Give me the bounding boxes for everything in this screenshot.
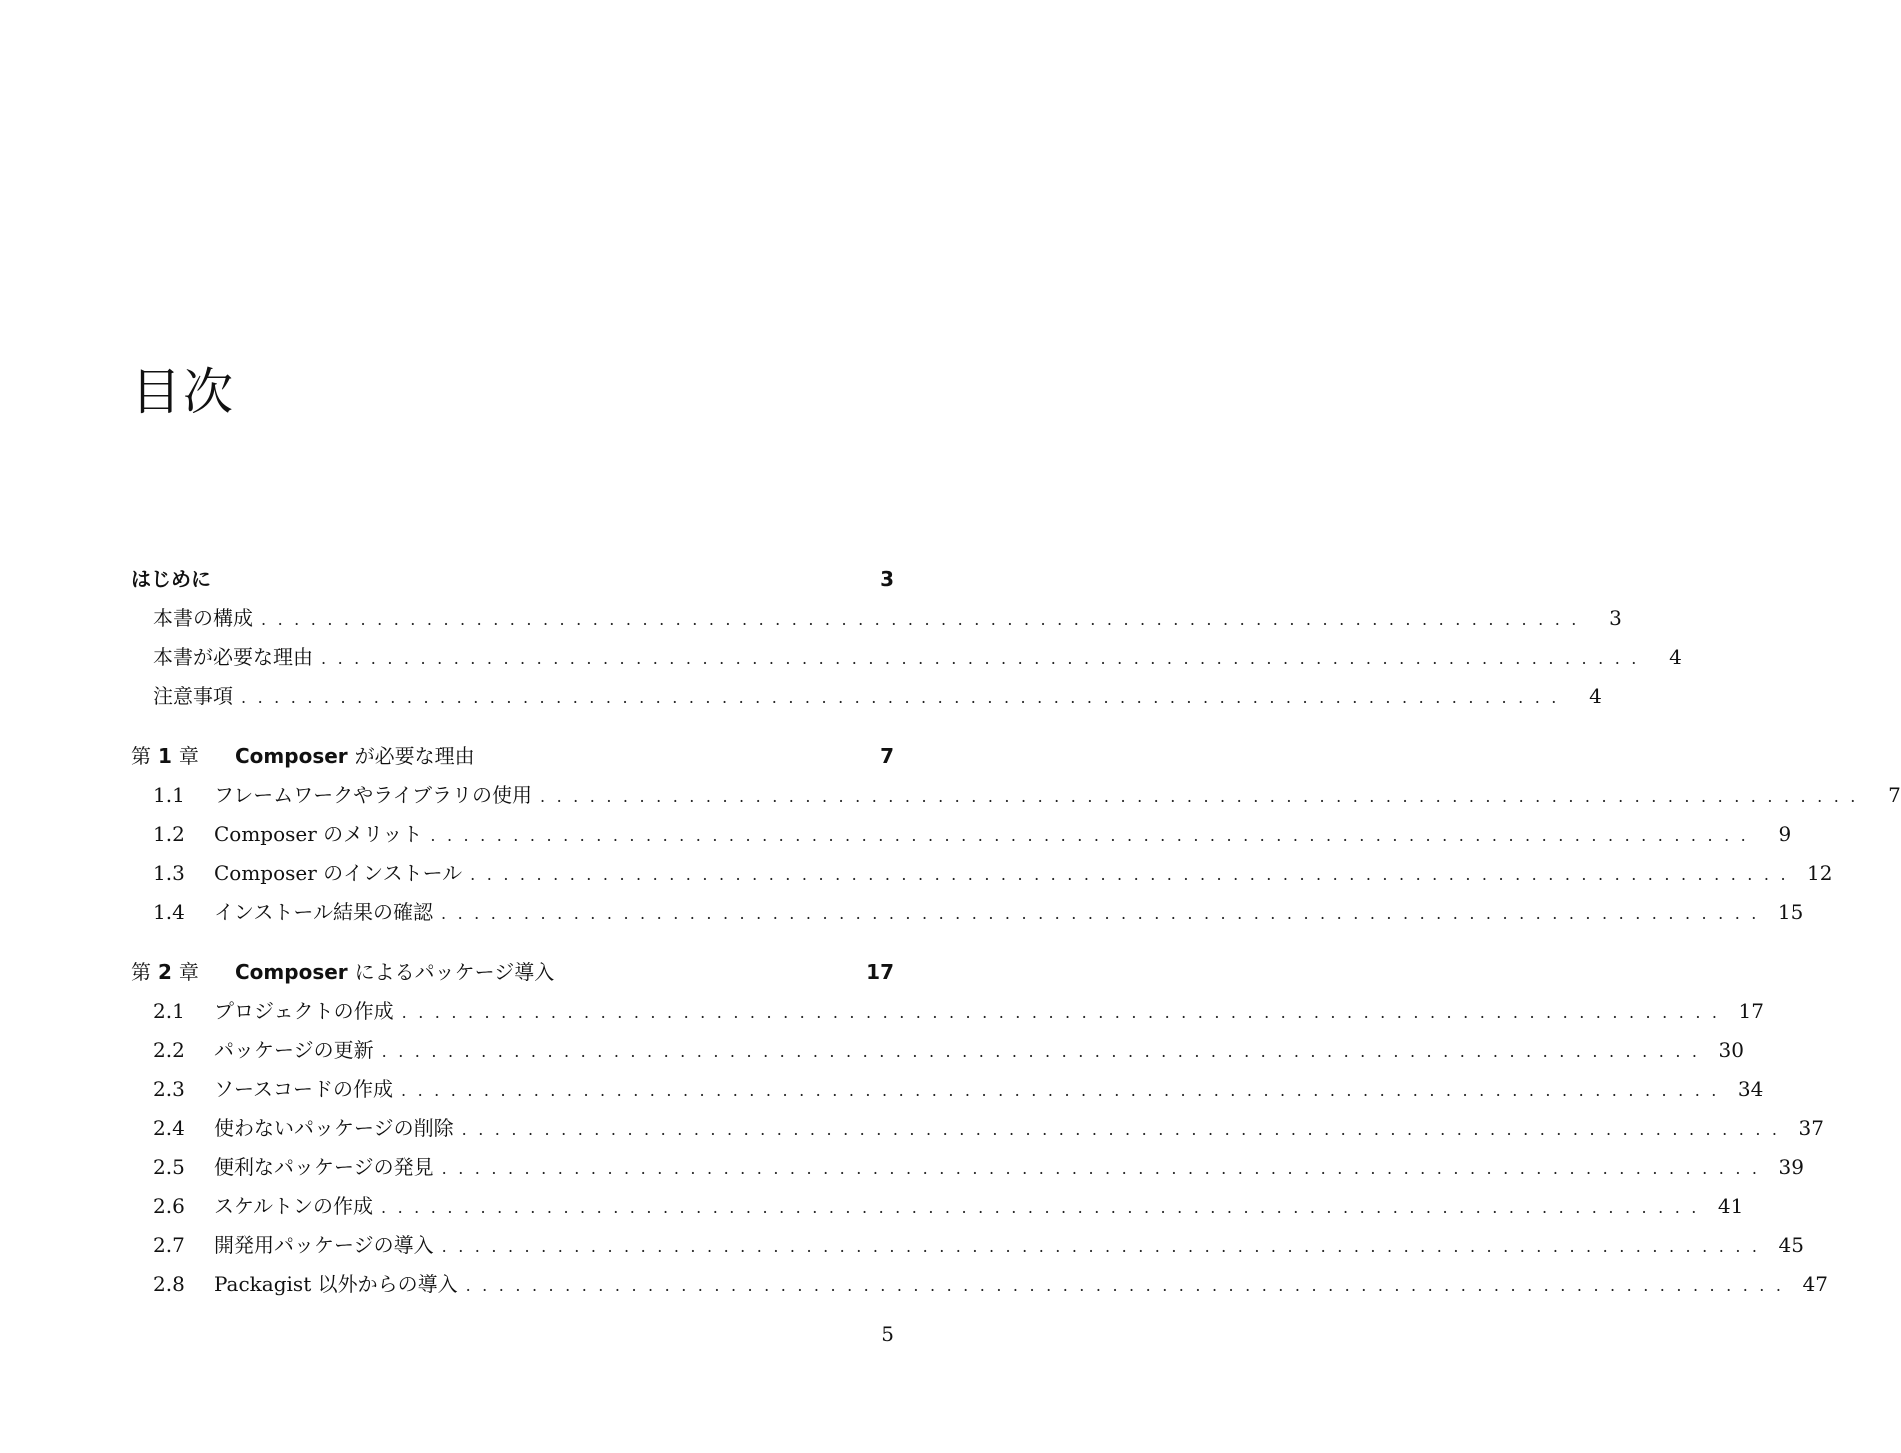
page-number: 47 [1802, 1272, 1828, 1296]
toc-entry[interactable] [131, 854, 1833, 893]
entry-number: 2.4 [153, 1116, 185, 1140]
chapter-2-section [131, 953, 1828, 1304]
toc-entry[interactable] [131, 815, 1792, 854]
page-number: 37 [1798, 1116, 1824, 1140]
page-number: 3 [880, 567, 894, 591]
dot-leader: ................................................................................ [470, 865, 1798, 884]
toc-entry[interactable] [131, 1226, 1804, 1265]
entry-label: 注意事項 [153, 684, 233, 708]
entry-label: インストール結果の確認 [214, 900, 433, 924]
dot-leader: ................................................................................ [441, 1159, 1769, 1178]
dot-leader: ................................................................................ [441, 904, 1768, 923]
entry-label: パッケージの更新 [214, 1038, 374, 1062]
entry-number: 1.1 [153, 783, 185, 807]
page-number: 45 [1778, 1233, 1804, 1257]
toc-entry[interactable] [131, 677, 1602, 716]
dot-leader: ................................................................................ [465, 1276, 1793, 1295]
toc-chapter-1[interactable] [131, 737, 894, 776]
page-number: 30 [1718, 1038, 1744, 1062]
toc-entry[interactable] [131, 1265, 1828, 1304]
page-title: 目次 [131, 363, 235, 421]
page-number: 17 [866, 960, 894, 984]
entry-number: 1.4 [153, 900, 185, 924]
toc-entry[interactable] [131, 776, 1901, 815]
dot-leader: ................................................................................ [321, 649, 1648, 668]
entry-number: 2.8 [153, 1272, 185, 1296]
entry-label: フレームワークやライブラリの使用 [214, 783, 532, 807]
toc-entry[interactable] [131, 893, 1804, 932]
page-number: 3 [1609, 606, 1622, 630]
entry-number: 2.7 [153, 1233, 185, 1257]
entry-label: スケルトンの作成 [214, 1194, 373, 1218]
entry-number: 2.1 [153, 999, 185, 1023]
toc-entry[interactable] [131, 1109, 1824, 1148]
chapter-title: Composer が必要な理由 [235, 744, 475, 768]
dot-leader: ................................................................................ [261, 610, 1588, 629]
entry-label: 使わないパッケージの削除 [214, 1116, 454, 1140]
chapter-1-section [131, 737, 1901, 932]
chapter-label: 第 1 章 [131, 744, 199, 768]
page-number: 15 [1777, 900, 1804, 924]
entry-label: Packagist 以外からの導入 [214, 1272, 458, 1296]
dot-leader: ................................................................................ [461, 1120, 1789, 1139]
page-number: 7 [880, 744, 894, 768]
toc-entry[interactable] [131, 1187, 1744, 1226]
entry-number: 2.3 [153, 1077, 185, 1101]
entry-label: 開発用パッケージの導入 [214, 1233, 434, 1257]
page-number: 39 [1778, 1155, 1804, 1179]
page-number: 7 [1888, 783, 1901, 807]
footer-page-number: 5 [881, 1322, 894, 1346]
entry-number: 2.5 [153, 1155, 185, 1179]
intro-section [131, 560, 1682, 716]
entry-number: 2.2 [153, 1038, 185, 1062]
entry-label: Composer のインストール [214, 861, 463, 885]
toc-entry[interactable] [131, 599, 1622, 638]
toc-entry[interactable] [131, 1148, 1804, 1187]
dot-leader: ................................................................................ [430, 826, 1758, 845]
dot-leader: ................................................................................ [241, 688, 1568, 707]
toc-heading-intro[interactable] [131, 560, 894, 599]
dot-leader: ................................................................................ [401, 1003, 1729, 1022]
toc-entry[interactable] [131, 1031, 1744, 1070]
dot-leader: ................................................................................ [540, 787, 1867, 806]
dot-leader: ................................................................................ [381, 1198, 1708, 1217]
toc-entry[interactable] [131, 638, 1682, 677]
toc-entry[interactable] [131, 1070, 1764, 1109]
entry-label: 便利なパッケージの発見 [214, 1155, 434, 1179]
dot-leader: ................................................................................ [401, 1081, 1728, 1100]
chapter-label: 第 2 章 [131, 960, 199, 984]
page-number: 34 [1737, 1077, 1764, 1101]
entry-number: 2.6 [153, 1194, 185, 1218]
page-number: 12 [1807, 861, 1833, 885]
entry-label: 本書が必要な理由 [153, 645, 313, 669]
page-number: 17 [1738, 999, 1764, 1023]
entry-label: プロジェクトの作成 [214, 999, 394, 1023]
dot-leader: ................................................................................ [381, 1042, 1709, 1061]
dot-leader: ................................................................................ [441, 1237, 1769, 1256]
toc-chapter-2[interactable] [131, 953, 894, 992]
chapter-title: Composer によるパッケージ導入 [235, 960, 555, 984]
page-number: 4 [1669, 645, 1682, 669]
page-number: 41 [1717, 1194, 1744, 1218]
entry-number: 1.3 [153, 861, 185, 885]
section-title: はじめに [131, 567, 211, 591]
entry-label: Composer のメリット [214, 822, 423, 846]
entry-label: ソースコードの作成 [214, 1077, 393, 1101]
table-of-contents [131, 560, 1901, 1325]
page-number: 4 [1589, 684, 1602, 708]
entry-label: 本書の構成 [153, 606, 253, 630]
toc-entry[interactable] [131, 992, 1764, 1031]
entry-number: 1.2 [153, 822, 185, 846]
page-number: 9 [1778, 822, 1792, 846]
